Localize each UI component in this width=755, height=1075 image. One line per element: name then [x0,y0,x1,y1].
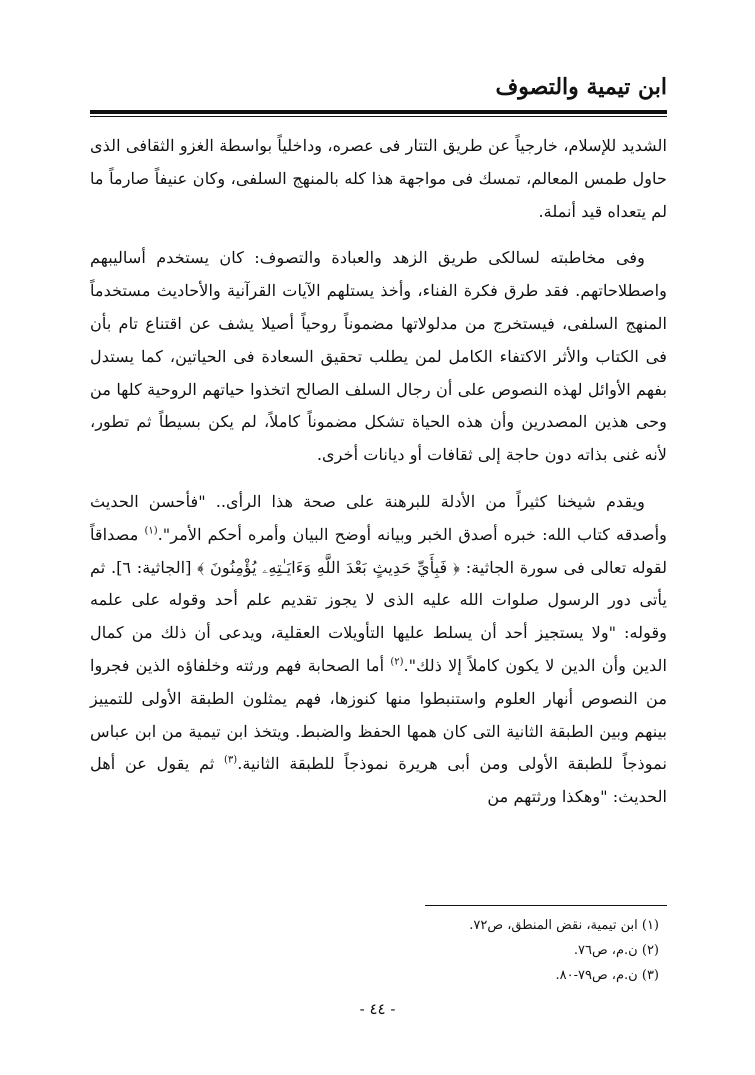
paragraph-3-part-c: أما الصحابة فهم ورثته وخلفاؤه الذين فجروا من النصوص أنهار العلوم واستنبطوا منها كنوزها، فهم يمثلون الطبقة الأولى للتمييز بينهم وبين الطبقة الثانية التى كان همها الحفظ والضبط. ويتخذ ابن تيمية من ابن عباس نموذجاً للطبقة الأولى ومن أبى هريرة نموذجاً للطبقة الثانية. [90,655,667,774]
running-header: ابن تيمية والتصوف [495,74,667,100]
paragraph-3-part-a: ويقدم شيخنا كثيراً من الأدلة للبرهنة على صحة هذا الرأى.. "فأحسن الحديث وأصدقه كتاب الله: خبره أصدق الخبر وبيانه أوضح البيان وأمره أحكم الأمر". [90,491,667,544]
page-number: - ٤٤ - [359,1000,396,1018]
footnote-2: (٢) ن.م، ص٧٦. [573,943,659,958]
header-rule [90,110,667,114]
paragraph-3-part-d: ثم يقول عن أهل الحديث: "وهكذا ورثتهم من [90,754,667,807]
footnote-marker-1[interactable]: (١) [144,525,158,537]
paragraph-3 [90,486,667,814]
footnotes [469,913,659,988]
footnote-separator [425,905,667,906]
body-text [90,130,667,814]
footnote-3: (٣) ن.م، ص٧٩-٨٠. [555,968,659,983]
footnote-1: (١) ابن تيمية، نقض المنطق، ص٧٢. [469,918,659,933]
footnote-marker-2[interactable]: (٢) [390,656,404,668]
footnote-marker-3[interactable]: (٣) [224,754,238,766]
paragraph-1: الشديد للإسلام، خارجياً عن طريق التتار فى عصره، وداخلياً بواسطة الغزو الثقافى الذى حاول طمس المعالم، تمسك فى مواجهة هذا كله بالمنهج السلفى، وكان عنيفاً صارماً ما لم يتعداه قيد أنملة. [90,136,667,221]
paragraph-3-part-b: مصداقاً لقوله تعالى فى سورة الجاثية: ﴿ فَبِأَيِّ حَدِيثٍ بَعْدَ اللَّهِ وَءَايَـٰتِهِۦ يُؤْمِنُونَ ﴾ [الجاثية: ٦]. ثم يأتى دور الرسول صلوات الله عليه الذى لا يجوز تقديم علم أحد وقوله على علمه وقوله: "ولا يستجيز أحد أن يسلط عليها التأويلات العقلية، ويدعى أن ذلك من كمال الدين وأن الدين لا يكون كاملاً إلا ذلك". [90,524,667,675]
header-rule-thin [90,116,667,117]
paragraph-2: وفى مخاطبته لسالكى طريق الزهد والعبادة والتصوف: كان يستخدم أساليبهم واصطلاحاتهم. فقد طرق فكرة الفناء، وأخذ يستلهم الآيات القرآنية والأحاديث مستخدماً المنهج السلفى، فيستخرج من مدلولاتها مضموناً روحياً أصيلا يشف عن اقتناع تام بأن فى الكتاب والأثر الاكتفاء الكامل لمن يطلب تحقيق السعادة فى الحياتين، كما يستدل بفهم الأوائل لهذه النصوص على أن رجال السلف الصالح اتخذوا حياتهم الروحية كلها من وحى هذين المصدرين وأن هذه الحياة تشكل مضموناً كاملاً، لم يكن بسيطاً ثم تطور، لأنه غنى بذاته دون حاجة إلى ثقافات أو ديانات أخرى. [90,248,667,465]
